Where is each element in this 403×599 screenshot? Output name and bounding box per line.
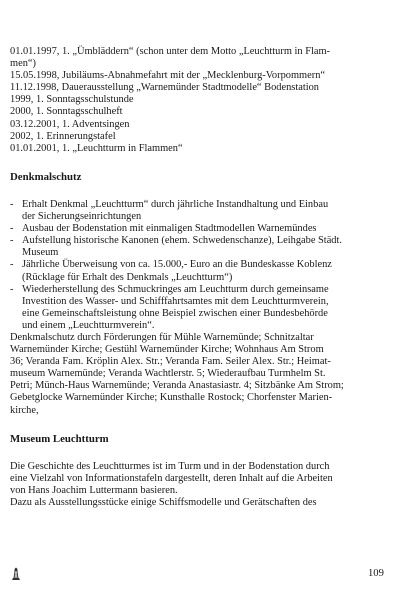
chronik-line: 11.12.1998, Dauerausstellung „Warnemünder Stadtmodelle“ Bodenstation bbox=[10, 82, 319, 94]
list-item-line: - Aufstellung historische Kanonen (ehem. Schwedenschanze), Leihgabe Städt. bbox=[22, 235, 342, 247]
chronik-line: 2002, 1. Erinnerungstafel bbox=[10, 130, 116, 142]
list-item bbox=[10, 259, 390, 283]
chronik-line: 1999, 1. Sonntagsschulstunde bbox=[10, 94, 134, 106]
paragraph-line: Die Geschichte des Leuchtturmes ist im Turm und in der Bodenstation durch bbox=[10, 460, 330, 472]
chronik-line: 03.12.2001, 1. Adventsingen bbox=[10, 118, 130, 130]
chronik-line: men“) bbox=[10, 58, 36, 70]
chronik-line: 2000, 1. Sonntagsschulheft bbox=[10, 106, 123, 118]
list-item-line: Museum bbox=[22, 247, 59, 259]
chronik-list bbox=[10, 46, 390, 155]
paragraph-line: Denkmalschutz durch Förderungen für Mühle Warnemünde; Schnitzaltar bbox=[10, 331, 314, 343]
paragraph-line: von Hans Joachim Luttermann basieren. bbox=[10, 484, 178, 496]
list-item bbox=[10, 223, 390, 235]
paragraph-line: Petri; Münch-Haus Warnemünde; Veranda Anastasiastr. 4; Sitzbänke Am Strom; bbox=[10, 380, 344, 392]
page-content bbox=[10, 46, 390, 509]
section-heading-museum: Museum Leuchtturm bbox=[10, 432, 109, 445]
museum-paragraph bbox=[10, 461, 390, 509]
list-item-line: - Wiederherstellung des Schmuckringes am Leuchtturm durch gemeinsame bbox=[22, 283, 329, 295]
denkmalschutz-list bbox=[10, 199, 390, 332]
list-item-line: - Jährliche Überweisung von ca. 15.000,- Euro an die Bundeskasse Koblenz bbox=[22, 259, 332, 271]
list-item bbox=[10, 284, 390, 332]
list-item-line: - Ausbau der Bodenstation mit einmaligen Stadtmodellen Warnemündes bbox=[22, 223, 317, 235]
list-item-line: Investition des Wasser- und Schifffahrtsamtes mit dem Leuchtturmverein, bbox=[22, 295, 329, 307]
list-item-line: der Sicherungseinrichtungen bbox=[22, 211, 142, 223]
list-item bbox=[10, 235, 390, 259]
paragraph-line: eine Vielzahl von Informationstafeln dargestellt, deren Inhalt auf die Arbeiten bbox=[10, 472, 333, 484]
lighthouse-emblem-icon bbox=[10, 567, 22, 581]
chronik-line: 15.05.1998, Jubiläums-Abnahmefahrt mit der „Mecklenburg-Vorpommern“ bbox=[10, 70, 326, 82]
list-item bbox=[10, 199, 390, 223]
paragraph-line: kirche, bbox=[10, 404, 39, 416]
paragraph-line: museum Warnemünde; Veranda Wachtlerstr. 5; Wiederaufbau Turmhelm St. bbox=[10, 368, 326, 380]
paragraph-line: Warnemünder Kirche; Gestühl Warnemünder Kirche; Wohnhaus Am Strom bbox=[10, 344, 324, 356]
list-item-line: und einem „Leuchtturmverein“. bbox=[22, 319, 155, 331]
paragraph-line: 36; Veranda Fam. Kröplin Alex. Str.; Veranda Fam. Seiler Alex. Str.; Heimat- bbox=[10, 356, 331, 368]
chronik-line: 01.01.2001, 1. „Leuchtturm in Flammen“ bbox=[10, 142, 183, 154]
paragraph-line: Dazu als Ausstellungsstücke einige Schiffsmodelle und Gerätschaften des bbox=[10, 497, 317, 508]
list-item-line: eine Gemeinschaftsleistung ohne Beispiel zwischen einer Bundesbehörde bbox=[22, 307, 328, 319]
list-item-line: - Erhalt Denkmal „Leuchtturm“ durch jährliche Instandhaltung und Einbau bbox=[22, 198, 329, 210]
list-item-line: (Rücklage für Erhalt des Denkmals „Leuchtturm“) bbox=[22, 271, 233, 283]
denkmalschutz-paragraph bbox=[10, 332, 390, 417]
chronik-line: 01.01.1997, 1. „Ümbläddern“ (schon unter dem Motto „Leuchtturm in Flam- bbox=[10, 46, 331, 57]
paragraph-line: Gebetglocke Warnemünder Kirche; Kunsthalle Rostock; Chorfenster Marien- bbox=[10, 392, 333, 404]
page-number: 109 bbox=[368, 568, 384, 579]
section-heading-denkmalschutz: Denkmalschutz bbox=[10, 170, 82, 183]
